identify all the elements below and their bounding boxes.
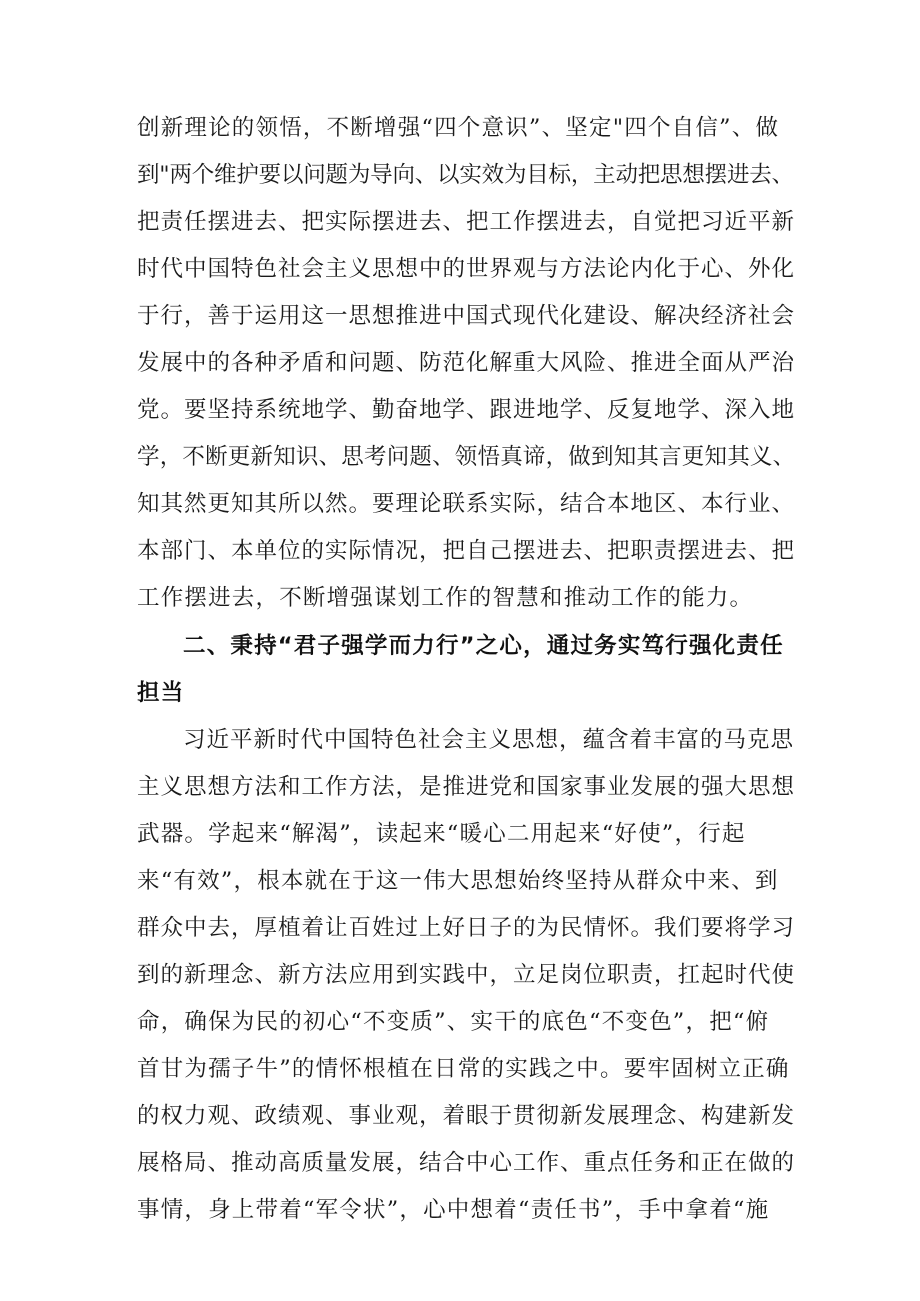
paragraph-line: 事情，身上带着“军令状”，心中想着“责任书”，手中拿着“施 <box>137 1197 770 1223</box>
paragraph-line: 党。要坚持系统地学、勤奋地学、跟进地学、反复地学、深入地 <box>137 397 796 423</box>
section-heading: 二、秉持“君子强学而力行”之心，通过务实笃行强化责任 <box>183 633 784 659</box>
paragraph-line: 首甘为孺子牛”的情怀根植在日常的实践之中。要牢固树立正确 <box>137 1056 790 1082</box>
paragraph-line: 本部门、本单位的实际情况，把自己摆进去、把职责摆进去、把 <box>137 538 796 564</box>
paragraph-line: 群众中去，厚植着让百姓过上好日子的为民情怀。我们要将学习 <box>137 915 796 941</box>
paragraph-line: 习近平新时代中国特色社会主义思想，蕴含着丰富的马克思 <box>183 727 795 753</box>
paragraph-line: 把责任摆进去、把实际摆进去、把工作摆进去，自觉把习近平新 <box>137 209 796 235</box>
paragraph-line: 主义思想方法和工作方法，是推进党和国家事业发展的强大思想 <box>137 774 796 800</box>
paragraph-line: 知其然更知其所以然。要理论联系实际，结合本地区、本行业、 <box>137 491 796 517</box>
paragraph-line: 到"两个维护要以问题为导向、以实效为目标，主动把思想摆进去、 <box>137 162 794 188</box>
paragraph-line: 发展中的各种矛盾和问题、防范化解重大风险、推进全面从严治 <box>137 350 796 376</box>
section-heading: 担当 <box>137 680 185 706</box>
paragraph-line: 时代中国特色社会主义思想中的世界观与方法论内化于心、外化 <box>137 256 796 282</box>
paragraph-line: 创新理论的领悟，不断增强“四个意识”、坚定"四个自信”、做 <box>137 115 780 141</box>
paragraph-line: 展格局、推动高质量发展，结合中心工作、重点任务和正在做的 <box>137 1150 796 1176</box>
paragraph-line: 于行，善于运用这一思想推进中国式现代化建设、解决经济社会 <box>137 303 796 329</box>
paragraph-line: 工作摆进去，不断增强谋划工作的智慧和推动工作的能力。 <box>137 585 754 611</box>
paragraph-line: 命，确保为民的初心“不变质”、实干的底色“不变色”，把“俯 <box>137 1009 770 1035</box>
paragraph-line: 来“有效”，根本就在于这一伟大思想始终坚持从群众中来、到 <box>137 868 779 894</box>
paragraph-line: 到的新理念、新方法应用到实践中，立足岗位职责，扛起时代使 <box>137 962 796 988</box>
paragraph-line: 武器。学起来“解渴”，读起来“暖心二用起来“好使”，行起 <box>137 821 746 847</box>
paragraph-line: 学，不断更新知识、思考问题、领悟真谛，做到知其言更知其义、 <box>137 444 796 470</box>
paragraph-line: 的权力观、政绩观、事业观，着眼于贯彻新发展理念、构建新发 <box>137 1103 796 1129</box>
